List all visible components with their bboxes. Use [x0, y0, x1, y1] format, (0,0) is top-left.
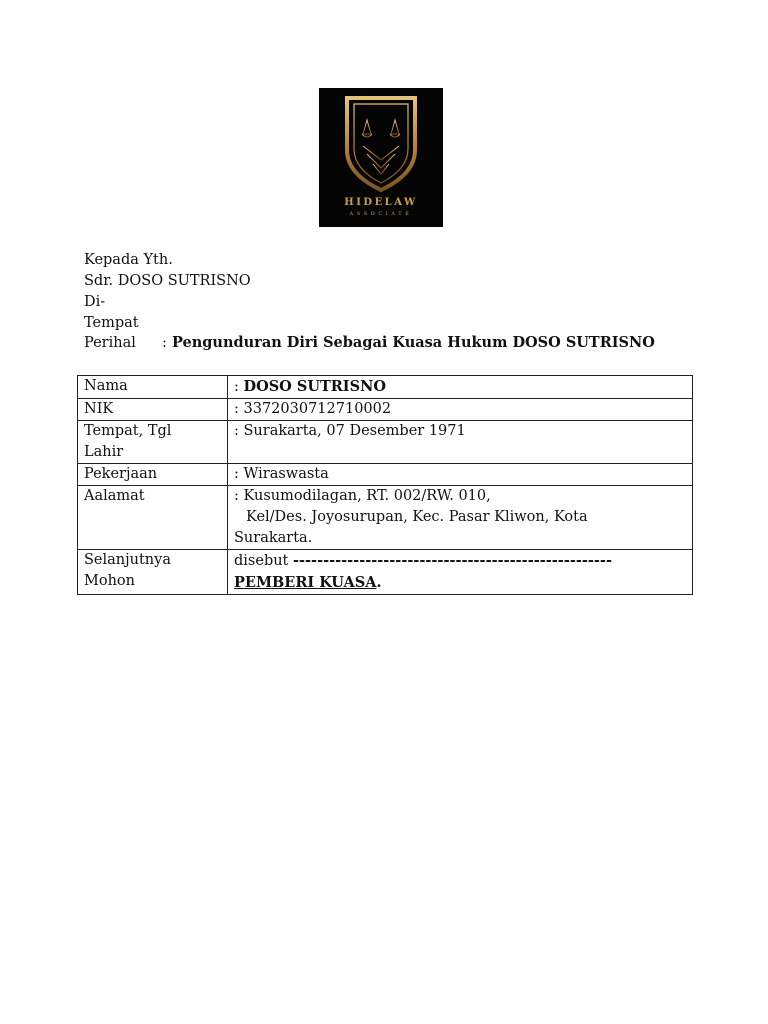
selanjutnya-line-1: [234, 550, 686, 572]
pekerjaan-value: : Wiraswasta: [234, 466, 329, 482]
nik-label: NIK: [84, 401, 114, 417]
nik-value: : 3372030712710002: [234, 401, 392, 417]
address-line-2: Sdr. DOSO SUTRISNO: [84, 273, 251, 289]
value-cell: [228, 376, 693, 399]
selanjutnya-label-1: Selanjutnya: [84, 552, 171, 568]
alamat-label: Aalamat: [84, 488, 145, 504]
address-line-4: Tempat: [84, 315, 139, 331]
selanjutnya-suffix: .: [376, 574, 382, 591]
subject-colon: :: [162, 335, 167, 351]
recipient-address: [84, 250, 251, 334]
logo-subtitle: ASSOCIATE: [349, 211, 413, 217]
address-line-3: Di-: [84, 294, 106, 310]
value-cell: [228, 550, 693, 595]
pemberi-kuasa-label: PEMBERI KUASA: [234, 574, 377, 591]
alamat-line-3: Surakarta.: [234, 530, 313, 546]
table-row: [78, 376, 693, 399]
hidelaw-logo: [319, 88, 443, 227]
logo-name: HIDELAW: [344, 197, 418, 208]
ttl-value: : Surakarta, 07 Desember 1971: [234, 423, 466, 439]
nama-prefix: :: [234, 379, 244, 395]
value-cell: [228, 421, 693, 464]
label-cell: [78, 550, 228, 595]
label-cell: [78, 486, 228, 550]
table-row: [78, 464, 693, 486]
subject-label: Perihal: [84, 335, 136, 351]
table-row: [78, 399, 693, 421]
subject-value: Pengunduran Diri Sebagai Kuasa Hukum DOSO SUTRISNO: [172, 334, 655, 351]
ttl-label-2: Lahir: [84, 444, 124, 460]
value-cell: [228, 464, 693, 486]
nama-value: DOSO SUTRISNO: [243, 378, 386, 395]
table-row: [78, 486, 693, 550]
nama-label: Nama: [84, 378, 128, 394]
selanjutnya-line-2: [234, 572, 686, 594]
value-cell: [228, 486, 693, 550]
selanjutnya-dashes: -----------------------------------------------------: [293, 552, 612, 569]
pekerjaan-label: Pekerjaan: [84, 466, 158, 482]
label-cell: [78, 399, 228, 421]
address-line-1: Kepada Yth.: [84, 252, 173, 268]
label-cell: [78, 464, 228, 486]
alamat-line-2: Kel/Des. Joyosurupan, Kec. Pasar Kliwon, Kota: [246, 509, 588, 525]
identity-table: [77, 375, 693, 595]
selanjutnya-label-2: Mohon: [84, 573, 135, 589]
ttl-label-1: Tempat, Tgl: [84, 423, 172, 439]
table-row: [78, 550, 693, 595]
value-cell: [228, 399, 693, 421]
table-row: [78, 421, 693, 464]
subject-line: [84, 332, 655, 354]
alamat-line-1: : Kusumodilagan, RT. 002/RW. 010,: [234, 488, 491, 504]
label-cell: [78, 376, 228, 399]
label-cell: [78, 421, 228, 464]
selanjutnya-prefix: disebut: [234, 553, 293, 569]
